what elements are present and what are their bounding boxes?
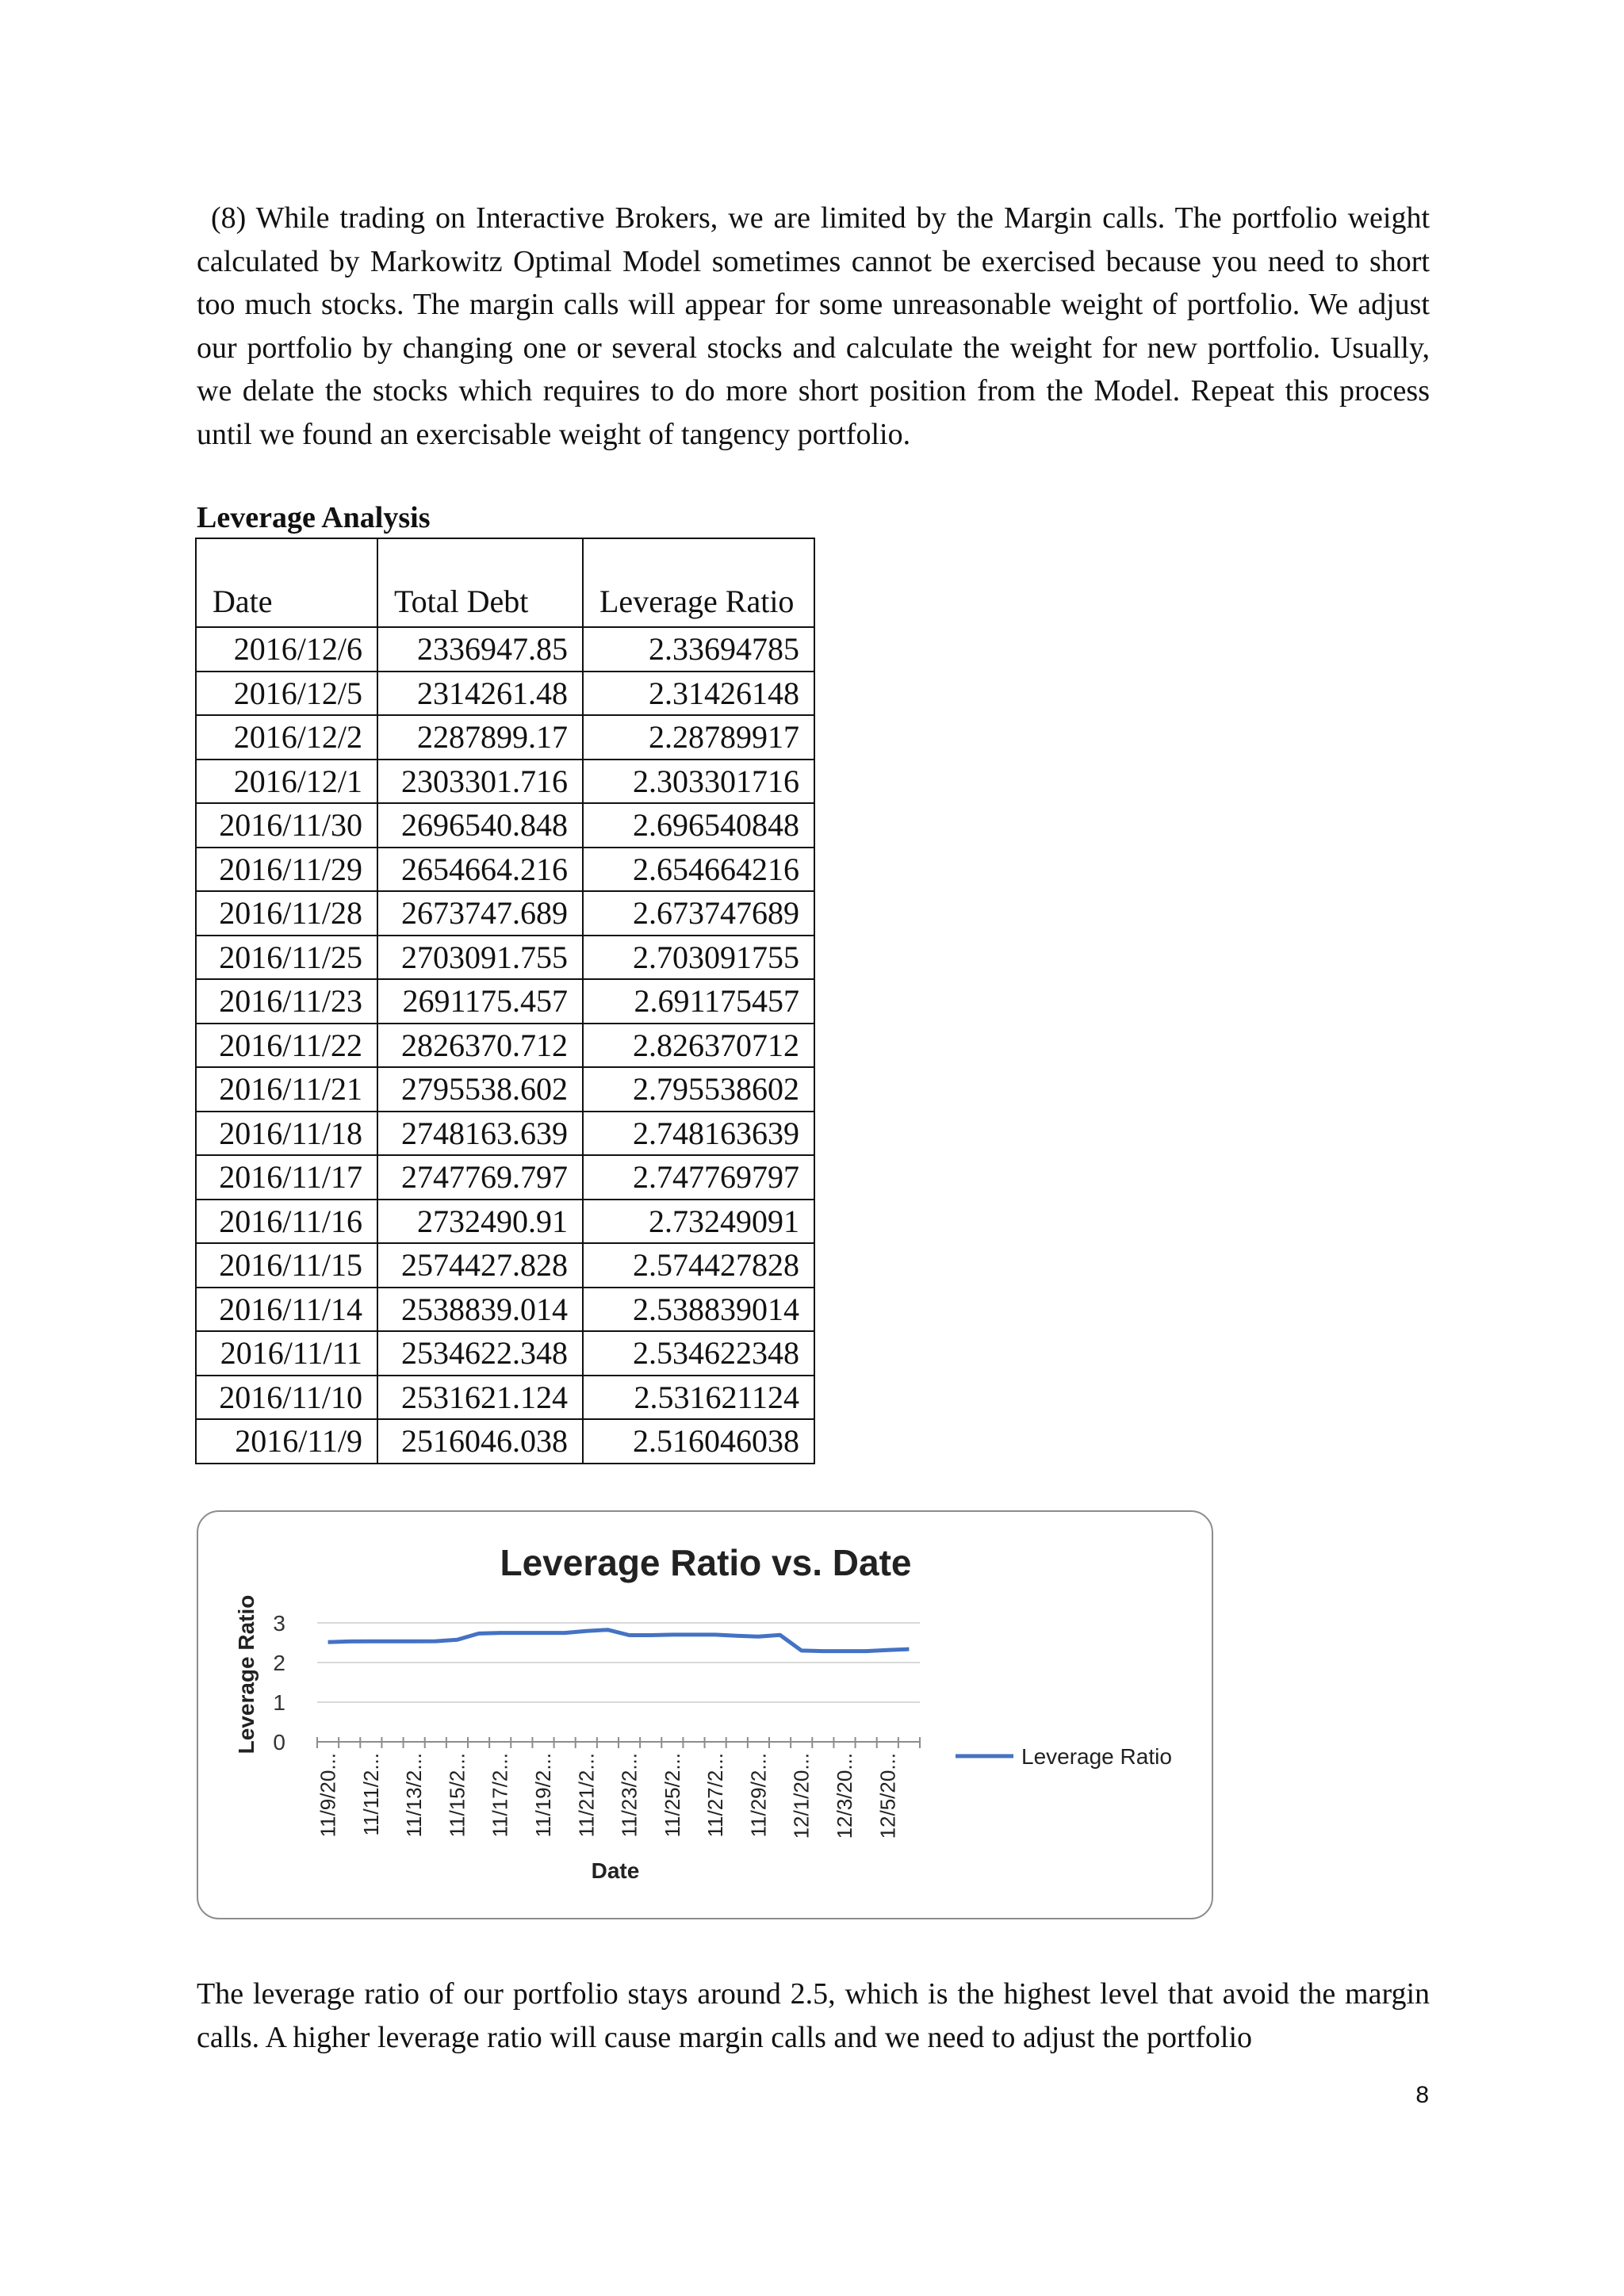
table-row [196,1200,814,1244]
cell-total-debt: 2287899.17 [377,715,583,760]
header-date: Date [196,538,377,627]
chart-x-tick-label: 11/25/2... [660,1753,684,1838]
cell-leverage-ratio: 2.654664216 [583,848,814,892]
leverage-table [195,538,815,1464]
chart-y-tick-label: 3 [273,1611,285,1636]
chart-title: Leverage Ratio vs. Date [500,1542,912,1583]
table-row [196,1155,814,1200]
chart-x-tick-label: 11/23/2... [617,1753,642,1838]
chart-y-ticks [273,1611,285,1755]
cell-date: 2016/11/29 [196,848,377,892]
table-row [196,715,814,760]
chart-x-tick-label: 11/17/2... [488,1753,512,1838]
legend-label: Leverage Ratio [1021,1744,1172,1769]
cell-total-debt: 2795538.602 [377,1067,583,1112]
cell-date: 2016/11/30 [196,803,377,848]
table-row [196,1024,814,1068]
chart-series [328,1630,910,1651]
cell-total-debt: 2303301.716 [377,760,583,804]
table-row [196,1288,814,1332]
chart-x-tick-label: 11/15/2... [445,1753,469,1838]
chart-container [197,1510,1213,1919]
cell-leverage-ratio: 2.538839014 [583,1288,814,1332]
table-row [196,891,814,936]
chart-legend [956,1744,1172,1769]
line-chart [198,1512,1212,1918]
cell-date: 2016/11/9 [196,1419,377,1464]
cell-date: 2016/12/1 [196,760,377,804]
table-row [196,1112,814,1156]
cell-date: 2016/12/6 [196,627,377,672]
cell-leverage-ratio: 2.673747689 [583,891,814,936]
chart-x-tick-label: 11/9/20... [316,1753,340,1838]
cell-total-debt: 2534622.348 [377,1331,583,1376]
chart-x-tick-label: 12/1/20... [789,1753,814,1839]
header-total-debt: Total Debt [377,538,583,627]
cell-leverage-ratio: 2.31426148 [583,672,814,716]
cell-leverage-ratio: 2.73249091 [583,1200,814,1244]
cell-total-debt: 2531621.124 [377,1376,583,1420]
cell-total-debt: 2673747.689 [377,891,583,936]
page-number: 8 [1415,2082,1429,2108]
chart-x-tick-label: 11/19/2... [531,1753,555,1838]
cell-leverage-ratio: 2.747769797 [583,1155,814,1200]
table-row [196,1419,814,1464]
table-header-row [196,538,814,627]
cell-date: 2016/11/16 [196,1200,377,1244]
table-row [196,672,814,716]
chart-series-line [328,1630,910,1651]
cell-total-debt: 2732490.91 [377,1200,583,1244]
cell-total-debt: 2654664.216 [377,848,583,892]
table-row [196,936,814,980]
table-row [196,1331,814,1376]
chart-x-tick-label: 11/11/2... [358,1753,383,1836]
cell-date: 2016/11/10 [196,1376,377,1420]
table-row [196,803,814,848]
cell-leverage-ratio: 2.28789917 [583,715,814,760]
cell-leverage-ratio: 2.531621124 [583,1376,814,1420]
cell-leverage-ratio: 2.534622348 [583,1331,814,1376]
intro-paragraph: (8) While trading on Interactive Brokers, we are limited by the Margin calls. The portfolio weight calculated by Markowitz Optimal Model sometimes cannot be exercised because you need to short too much stocks. The margin calls will appear for some unreasonable weight of portfolio. We adjust our portfolio by changing one or several stocks and calculate the weight for new portfolio. Usually, we delate the stocks which requires to do more short position from the Model. Repeat this process until we found an exercisable weight of tangency portfolio. [197,201,1430,451]
chart-x-tick-label: 11/27/2... [703,1753,728,1838]
cell-total-debt: 2691175.457 [377,979,583,1024]
cell-total-debt: 2703091.755 [377,936,583,980]
table-title: Leverage Analysis [197,501,431,534]
cell-total-debt: 2748163.639 [377,1112,583,1156]
chart-y-tick-label: 2 [273,1651,285,1675]
chart-y-tick-label: 1 [273,1690,285,1715]
cell-leverage-ratio: 2.703091755 [583,936,814,980]
table-row [196,760,814,804]
table-row [196,1376,814,1420]
cell-total-debt: 2336947.85 [377,627,583,672]
chart-x-tick-label: 12/3/20... [833,1753,856,1839]
cell-total-debt: 2826370.712 [377,1024,583,1068]
cell-total-debt: 2538839.014 [377,1288,583,1332]
chart-gridlines [317,1623,920,1702]
chart-x-tick-label: 11/13/2... [402,1753,427,1838]
cell-date: 2016/11/28 [196,891,377,936]
table-row [196,848,814,892]
table-row [196,627,814,672]
cell-date: 2016/11/18 [196,1112,377,1156]
cell-leverage-ratio: 2.516046038 [583,1419,814,1464]
chart-x-tick-label: 12/5/20... [875,1753,900,1839]
cell-date: 2016/11/11 [196,1331,377,1376]
cell-leverage-ratio: 2.826370712 [583,1024,814,1068]
cell-date: 2016/11/15 [196,1243,377,1288]
table-body [196,627,814,1464]
chart-x-axis-label: Date [591,1858,640,1883]
cell-date: 2016/12/5 [196,672,377,716]
chart-y-tick-label: 0 [273,1730,285,1755]
cell-leverage-ratio: 2.748163639 [583,1112,814,1156]
header-leverage-ratio: Leverage Ratio [583,538,814,627]
cell-date: 2016/11/21 [196,1067,377,1112]
table-row [196,1067,814,1112]
table-row [196,979,814,1024]
cell-leverage-ratio: 2.303301716 [583,760,814,804]
chart-y-axis-label: Leverage Ratio [234,1594,259,1755]
cell-date: 2016/11/23 [196,979,377,1024]
cell-total-debt: 2747769.797 [377,1155,583,1200]
cell-total-debt: 2314261.48 [377,672,583,716]
cell-total-debt: 2516046.038 [377,1419,583,1464]
cell-date: 2016/11/17 [196,1155,377,1200]
cell-leverage-ratio: 2.795538602 [583,1067,814,1112]
chart-x-tick-label: 11/21/2... [574,1753,599,1838]
cell-total-debt: 2696540.848 [377,803,583,848]
cell-leverage-ratio: 2.691175457 [583,979,814,1024]
cell-leverage-ratio: 2.33694785 [583,627,814,672]
cell-date: 2016/12/2 [196,715,377,760]
cell-date: 2016/11/25 [196,936,377,980]
chart-x-tick-label: 11/29/2... [746,1753,771,1838]
chart-x-axis [316,1737,920,1839]
closing-paragraph: The leverage ratio of our portfolio stays around 2.5, which is the highest level that avoid the margin calls. A higher leverage ratio will cause margin calls and we need to adjust the portfolio [197,1977,1430,2054]
cell-date: 2016/11/14 [196,1288,377,1332]
cell-date: 2016/11/22 [196,1024,377,1068]
cell-leverage-ratio: 2.574427828 [583,1243,814,1288]
cell-leverage-ratio: 2.696540848 [583,803,814,848]
table-row [196,1243,814,1288]
cell-total-debt: 2574427.828 [377,1243,583,1288]
